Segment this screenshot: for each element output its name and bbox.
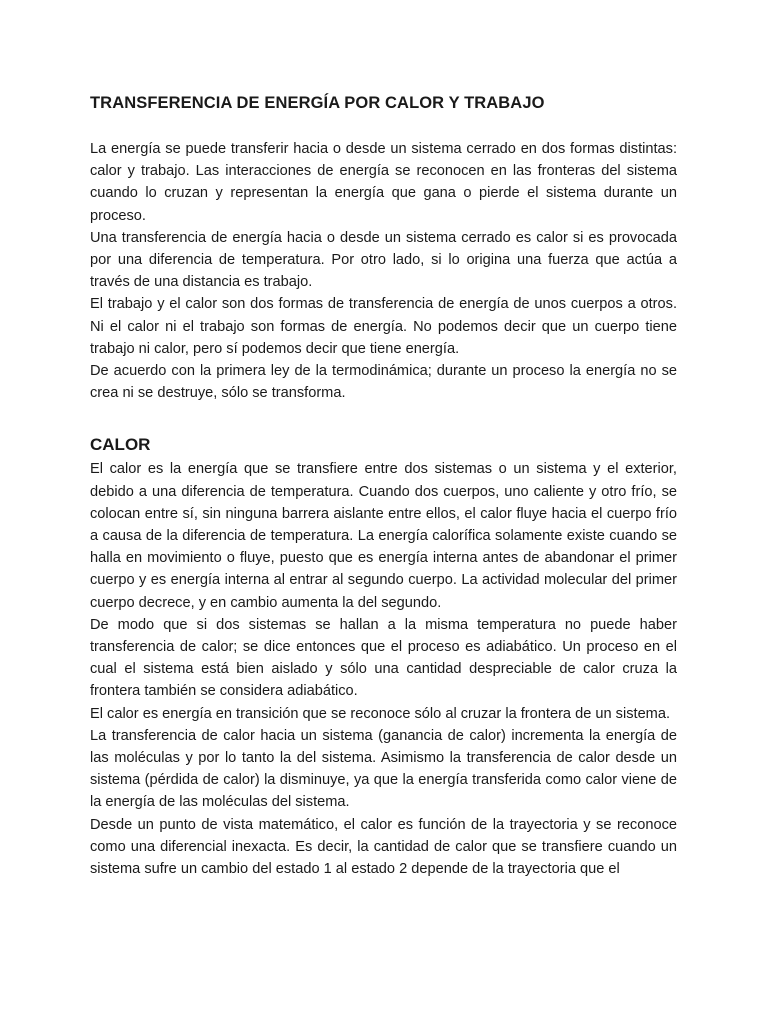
document-page	[90, 92, 677, 880]
intro-paragraph-1: La energía se puede transferir hacia o desde un sistema cerrado en dos formas distintas: calor y trabajo. Las interacciones de energía se reconocen en las fronteras del sistema cuando lo cruzan y representan la energía que gana o pierde el sistema durante un proceso.	[90, 141, 677, 224]
calor-paragraph-3: El calor es energía en transición que se reconoce sólo al cruzar la frontera de un sistema.	[90, 705, 671, 722]
section-heading-calor: CALOR	[90, 435, 151, 455]
intro-paragraph-3: El trabajo y el calor son dos formas de transferencia de energía de unos cuerpos a otros. Ni el calor ni el trabajo son formas de energía. No podemos decir que un cuerpo tiene trabajo ni calor, pero sí podemos decir que tiene energía.	[90, 296, 677, 357]
calor-paragraph-4: La transferencia de calor hacia un sistema (ganancia de calor) incrementa la energía de las moléculas y por lo tanto la del sistema. Asimismo la transferencia de calor desde un sistema (pérdida de calor) la disminuye, ya que la energía transferida como calor viene de la energía de las moléculas del sistema.	[90, 727, 677, 811]
intro-paragraph-2: Una transferencia de energía hacia o desde un sistema cerrado es calor si es provocada por una diferencia de temperatura. Por otro lado, si lo origina una fuerza que actúa a través de una distancia es trabajo.	[90, 229, 677, 291]
intro-paragraph-4: De acuerdo con la primera ley de la termodinámica; durante un proceso la energía no se crea ni se destruye, sólo se transforma.	[90, 363, 677, 402]
document-title: TRANSFERENCIA DE ENERGÍA POR CALOR Y TRABAJO	[90, 94, 545, 112]
calor-section	[90, 458, 677, 880]
intro-section	[90, 138, 677, 404]
calor-paragraph-1: El calor es la energía que se transfiere entre dos sistemas o un sistema y el exterior, debido a una diferencia de temperatura. Cuando dos cuerpos, uno caliente y otro frío, se colocan entre sí, sin ninguna barrera aislante entre ellos, el calor fluye hacia el cuerpo frío a causa de la diferencia de temperatura. La energía calorífica solamente existe cuando se halla en movimiento o fluye, puesto que es energía interna antes de abandonar el primer cuerpo y es energía interna al entrar al segundo cuerpo. La actividad molecular del primer cuerpo decrece, y en cambio aumenta la del segundo.	[90, 461, 677, 611]
calor-paragraph-2: De modo que si dos sistemas se hallan a la misma temperatura no puede haber transferencia de calor; se dice entonces que el proceso es adiabático. Un proceso en el cual el sistema está bien aislado y sólo una cantidad despreciable de calor cruza la frontera también se considera adiabático.	[90, 616, 677, 700]
calor-paragraph-5: Desde un punto de vista matemático, el calor es función de la trayectoria y se reconoce como una diferencial inexacta. Es decir, la cantidad de calor que se transfiere cuando un sistema sufre un cambio del estado 1 al estado 2 depende de la trayectoria que el	[90, 816, 677, 878]
